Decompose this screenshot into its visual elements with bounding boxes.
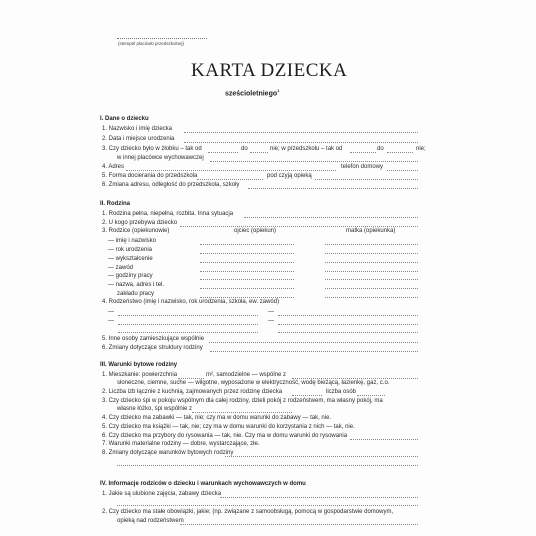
field-label-parents: 3. Rodzice (opiekunowie): [102, 228, 170, 234]
field-guardian[interactable]: [315, 179, 418, 180]
field-label-nursery: 3. Czy dziecko było w żłobku – tak od: [102, 146, 202, 152]
field-label-rooms: 2. Liczba izb łącznie z kuchnią, zajmowanych przez rodzinę dziecka: [102, 389, 283, 395]
row-label-workplace-2: zakładu pracy: [117, 291, 155, 297]
field-living-changes[interactable]: [225, 456, 418, 457]
father-occupation[interactable]: [200, 271, 294, 272]
stamp-line: [117, 38, 207, 39]
field-label-family-changes: 6. Zmiany dotyczące struktury rodziny: [102, 345, 203, 351]
field-label-siblings: 4. Rodzeństwo (imię i nazwisko, rok urodzenia, szkoła, ew. zawód): [102, 299, 280, 305]
subtitle-footnote: 1: [277, 88, 280, 93]
row-label-education: — wykształcenie: [108, 256, 153, 262]
field-label-address-change: 6. Zmiana adresu, odległość do przedszkola, szkoły: [102, 182, 240, 188]
document-title: KARTA DZIECKA: [191, 60, 348, 81]
mother-work-hours[interactable]: [325, 279, 418, 280]
field-favorite-activities[interactable]: [220, 497, 418, 498]
document-subtitle: [225, 88, 279, 97]
field-label-own-bed: własne łóżko, śpi wspólnie z: [117, 406, 193, 412]
field-label-family-type: 1. Rodzina pełna, niepełna, rozbita. Inna sytuacja: [102, 211, 234, 217]
siblings-row-3-left[interactable]: [118, 332, 258, 333]
father-name[interactable]: [200, 244, 294, 245]
section-4-heading: IV. Informacje rodziców o dziecku i warunkach wychowawczych w domu: [100, 481, 306, 487]
field-label-duties: 2. Czy dziecko ma stałe obowiązki, jakie; (np. związane z samoobsługą, pomocą w gospodarstwie domowym,: [102, 509, 394, 515]
siblings-row-2-right[interactable]: [278, 324, 418, 325]
column-mother: matka (opiekunka): [346, 228, 396, 234]
field-label-guardian: pod czyją opieką: [267, 173, 312, 179]
mother-workplace[interactable]: [325, 288, 418, 289]
field-label-persons: liczba osób: [326, 389, 357, 395]
field-label-residence: 2. U kogo przebywa dziecko: [102, 220, 178, 226]
field-shared-with[interactable]: [292, 378, 418, 379]
field-area[interactable]: [178, 378, 204, 379]
field-label-favorite-activities: 1. Jakie są ulubione zajęcia, zabawy dziecka: [102, 491, 222, 497]
mother-birthyear[interactable]: [325, 253, 418, 254]
field-name[interactable]: [184, 132, 418, 133]
field-label-address: 4. Adres: [102, 164, 125, 170]
mother-education[interactable]: [325, 262, 418, 263]
section-3-heading: III. Warunki bytowe rodziny: [100, 362, 178, 368]
field-preschool-from[interactable]: [350, 152, 376, 153]
field-sibling-care[interactable]: [180, 524, 418, 525]
field-persons[interactable]: [357, 395, 385, 396]
row-label-name: — imię i nazwisko: [108, 238, 157, 244]
field-rooms[interactable]: [292, 395, 322, 396]
field-label-area: 1. Mieszkanie: powierzchnia: [102, 372, 178, 378]
row-label-workplace: — nazwa, adres i tel.: [108, 282, 165, 288]
field-label-preschool: nie; w przedszkolu – tak od: [270, 146, 343, 152]
father-workplace-2[interactable]: [200, 297, 294, 298]
field-nursery-from[interactable]: [208, 152, 238, 153]
field-label-other-institution: w innej placówce wychowawczej: [117, 155, 204, 161]
field-birth[interactable]: [184, 142, 418, 143]
field-label-name: 1. Nazwisko i imię dziecka: [102, 126, 173, 132]
row-label-work-hours: — godziny pracy: [108, 273, 153, 279]
field-transport[interactable]: [197, 179, 263, 180]
row-label-birthyear: — rok urodzenia: [108, 247, 153, 253]
field-family-changes[interactable]: [210, 351, 418, 352]
mother-name[interactable]: [325, 244, 418, 245]
father-education[interactable]: [200, 262, 294, 263]
siblings-row-3-right[interactable]: [278, 332, 418, 333]
siblings-dash-2: —: [268, 309, 274, 315]
column-father: ojciec (opiekun): [234, 228, 277, 234]
field-label-phone: telefon domowy: [341, 164, 384, 170]
field-other-persons[interactable]: [209, 342, 418, 343]
field-sleeps-with[interactable]: [192, 412, 292, 413]
field-drawing[interactable]: [350, 439, 418, 440]
father-birthyear[interactable]: [200, 253, 294, 254]
field-label-drawing: 6. Czy dziecko ma przybory do rysowania — tak, nie. Czy ma w domu warunki do rysowania: [102, 433, 348, 439]
father-work-hours[interactable]: [200, 279, 294, 280]
field-residence[interactable]: [180, 226, 418, 227]
field-living-changes-2[interactable]: [117, 465, 418, 466]
mother-occupation[interactable]: [325, 271, 418, 272]
field-label-toys: 4. Czy dziecko ma zabawki — tak, nie; czy ma w domu warunki do zabawy — tak, nie.: [102, 415, 332, 421]
field-label-books: 5. Czy dziecko ma książki — tak, nie; czy ma w domu warunki do korzystania z nich — tak, nie.: [102, 424, 355, 430]
mother-workplace-2[interactable]: [325, 297, 418, 298]
section-1-heading: I. Dane o dziecku: [100, 116, 149, 122]
field-label-apartment-features: słoneczne, ciemne, suche — wilgotne, wyposażone w elektryczność, wodę bieżącą, łazienkę, gaz, c.o.: [117, 380, 390, 386]
field-nursery-to[interactable]: [250, 152, 268, 153]
field-address-change[interactable]: [248, 188, 418, 189]
field-label-transport: 5. Forma docierania do przedszkola: [102, 173, 198, 179]
subtitle-text: sześcioletniego: [225, 90, 278, 98]
section-2-heading: II. Rodzina: [100, 201, 130, 207]
field-other-institution[interactable]: [210, 161, 418, 162]
field-label-birth: 2. Data i miejsce urodzenia: [102, 136, 175, 142]
siblings-dash-3: —: [108, 318, 114, 324]
stamp-caption: (stempel placówki przedszkolnej): [118, 41, 185, 46]
field-preschool-to[interactable]: [387, 152, 413, 153]
field-label-sleeping: 3. Czy dziecko śpi w pokoju wspólnym dla całej rodziny, dzieli pokój z rodzeństwem, ma własny pokój, ma: [102, 398, 383, 404]
field-family-type[interactable]: [244, 217, 418, 218]
field-address[interactable]: [126, 170, 336, 171]
field-label-sibling-care: opieką nad rodzeństwem: [117, 518, 184, 524]
field-label-material-conditions: 7. Warunki materialne rodziny — dobre, wystarczające, złe.: [102, 441, 260, 447]
siblings-dash-1: —: [108, 309, 114, 315]
siblings-row-1-right[interactable]: [278, 315, 418, 316]
field-label-other-persons: 5. Inne osoby zamieszkujące wspólnie: [102, 336, 205, 342]
field-label-preschool-no: nie;: [416, 146, 426, 152]
row-label-occupation: — zawód: [108, 265, 134, 271]
field-favorite-activities-2[interactable]: [117, 505, 418, 506]
field-phone[interactable]: [387, 170, 418, 171]
siblings-dash-4: —: [268, 318, 274, 324]
field-label-shared: m², samodzielne — wspólne z: [206, 372, 287, 378]
field-label-living-changes: 8. Zmiany dotyczące warunków bytowych rodziny: [102, 450, 234, 456]
siblings-row-2-left[interactable]: [118, 324, 258, 325]
field-label-nursery-to: do: [241, 146, 248, 152]
father-workplace[interactable]: [200, 288, 294, 289]
siblings-row-1-left[interactable]: [118, 315, 258, 316]
field-label-preschool-to: do: [377, 146, 384, 152]
